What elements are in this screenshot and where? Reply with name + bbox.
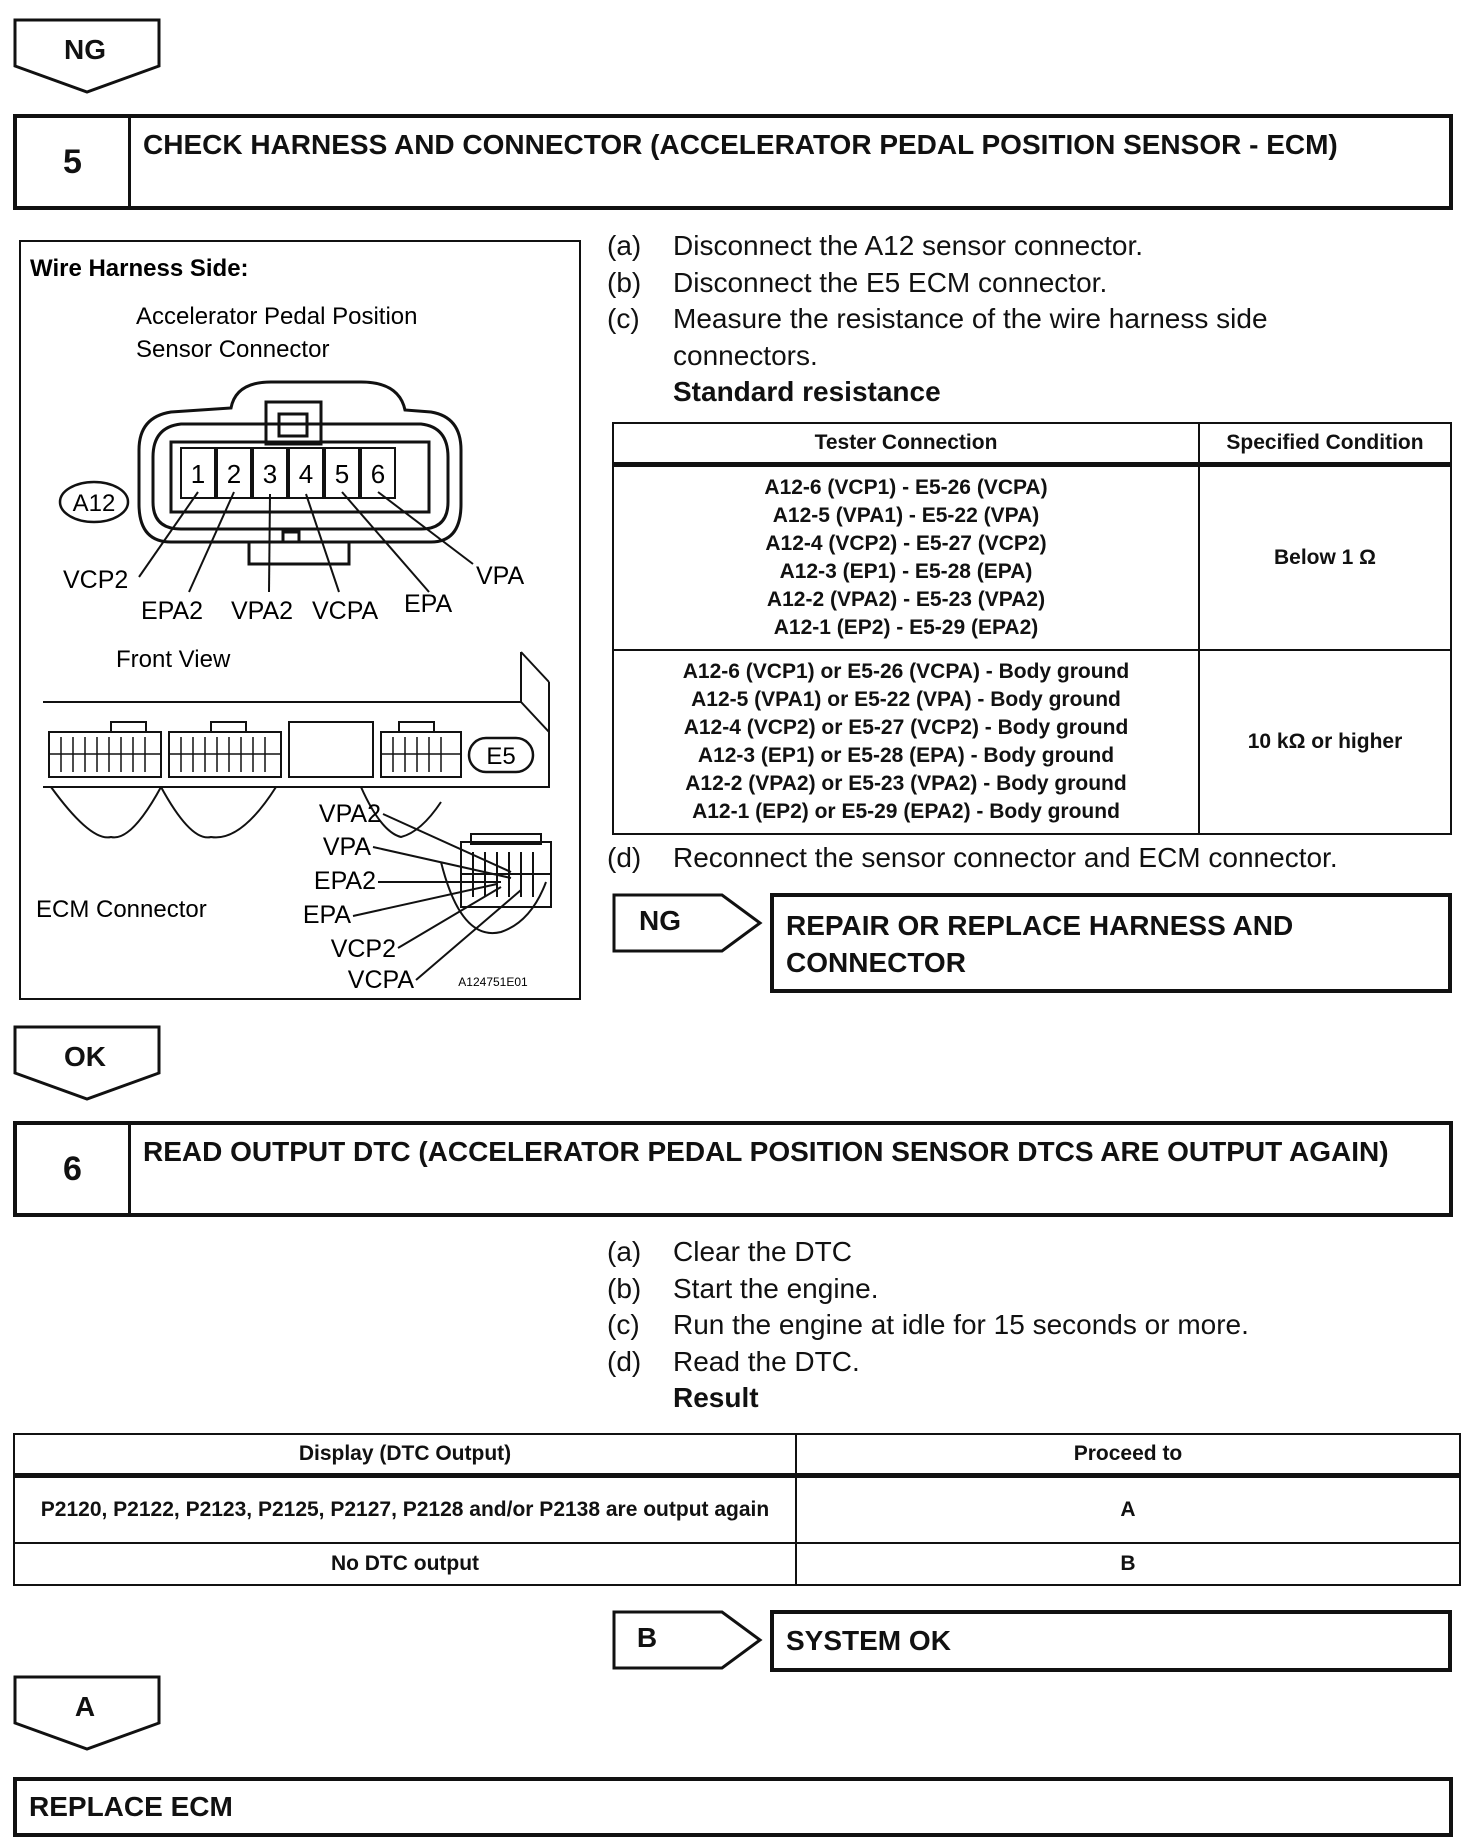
instruction-row xyxy=(607,1344,1427,1381)
instruction-text: Disconnect the A12 sensor connector. xyxy=(673,230,1144,261)
label-vcpa: VCPA xyxy=(312,597,379,625)
ok-flag-label: OK xyxy=(64,1041,106,1072)
b-action xyxy=(612,1610,1452,1674)
instruction-letter: (c) xyxy=(607,1309,640,1340)
table-header: Specified Condition xyxy=(1199,423,1451,465)
ng-flag xyxy=(13,18,161,94)
pin-cells xyxy=(181,448,395,498)
instruction-letter: (b) xyxy=(607,266,642,298)
ok-flag xyxy=(13,1025,161,1101)
step-5-title: CHECK HARNESS AND CONNECTOR (ACCELERATOR PEDAL POSITION SENSOR - ECM) xyxy=(143,129,1338,160)
instruction-row xyxy=(607,228,1407,265)
ecm-label-vcp2: VCP2 xyxy=(330,935,396,963)
pin-2: 2 xyxy=(226,459,242,489)
instruction-letter: (c) xyxy=(607,303,640,334)
step-5-instructions xyxy=(607,228,1407,411)
table-header: Display (DTC Output) xyxy=(14,1434,796,1476)
connection-line: A12-3 (EP1) - E5-28 (EPA) xyxy=(779,560,1033,583)
replace-ecm-box xyxy=(13,1777,1453,1837)
result-label: Result xyxy=(673,1382,759,1413)
table-cell: B xyxy=(796,1543,1460,1585)
instruction-letter: (d) xyxy=(607,1345,642,1377)
a-flag xyxy=(13,1675,161,1751)
instruction-text: Measure the resistance of the wire harness side connectors. xyxy=(673,303,1268,371)
pin-3: 3 xyxy=(262,459,278,489)
instruction-row xyxy=(607,840,1427,877)
step-5-reconnect xyxy=(607,840,1427,877)
instruction-text: Clear the DTC xyxy=(673,1236,852,1267)
table-row xyxy=(14,1543,1460,1585)
connection-line: A12-3 (EP1) or E5-28 (EPA) - Body ground xyxy=(697,744,1115,767)
table-cell: Below 1 Ω xyxy=(1199,465,1451,651)
ecm-label-vpa2: VPA2 xyxy=(318,800,381,828)
connection-line: A12-5 (VPA1) or E5-22 (VPA) - Body ground xyxy=(691,688,1121,711)
pin-1: 1 xyxy=(190,459,206,489)
table-header-row xyxy=(14,1434,1460,1476)
ecm-pin-grid xyxy=(49,737,461,772)
front-view-label: Front View xyxy=(116,646,231,673)
connection-line: A12-1 (EP2) - E5-29 (EPA2) xyxy=(773,616,1039,639)
diagram-heading: Wire Harness Side: xyxy=(30,255,249,282)
step-5-number: 5 xyxy=(17,118,131,206)
connection-line: A12-4 (VCP2) or E5-27 (VCP2) - Body ground xyxy=(683,716,1129,739)
ng-action-tag: NG xyxy=(639,905,681,936)
step-6-number: 6 xyxy=(17,1125,131,1213)
instruction-row xyxy=(607,1307,1427,1344)
connector-title-1: Accelerator Pedal Position xyxy=(136,303,418,330)
e5-label: E5 xyxy=(486,743,516,770)
table-cell: P2120, P2122, P2123, P2125, P2127, P2128 and/or P2138 are output again xyxy=(14,1476,796,1544)
table-header: Tester Connection xyxy=(613,423,1199,465)
instruction-row xyxy=(607,1271,1427,1308)
step-6-header xyxy=(13,1121,1453,1217)
instruction-text: Read the DTC. xyxy=(673,1345,860,1377)
instruction-row xyxy=(607,1234,1427,1271)
ecm-label-vcpa: VCPA xyxy=(347,966,414,994)
instruction-text: Start the engine. xyxy=(673,1272,879,1304)
table-cell xyxy=(613,650,1199,834)
connection-line: A12-1 (EP2) or E5-29 (EPA2) - Body ground xyxy=(692,800,1120,823)
pin-5: 5 xyxy=(334,459,350,489)
connection-line: A12-2 (VPA2) - E5-23 (VPA2) xyxy=(766,588,1046,611)
step-6-title: READ OUTPUT DTC (ACCELERATOR PEDAL POSITION SENSOR DTCS ARE OUTPUT AGAIN) xyxy=(143,1136,1389,1167)
table-header-row xyxy=(613,423,1451,465)
ecm-connector-label: ECM Connector xyxy=(36,896,207,923)
connection-line: A12-4 (VCP2) - E5-27 (VCP2) xyxy=(765,532,1047,555)
label-epa2: EPA2 xyxy=(141,597,204,625)
instruction-letter: (b) xyxy=(607,1272,642,1304)
ecm-label-vpa: VPA xyxy=(322,833,371,861)
ng-action xyxy=(612,893,1452,993)
instruction-letter: (a) xyxy=(607,1236,642,1267)
ng-action-box: REPAIR OR REPLACE HARNESS AND CONNECTOR xyxy=(770,893,1452,993)
pin-4: 4 xyxy=(298,459,314,489)
instruction-row xyxy=(607,301,1407,374)
ng-flag-label: NG xyxy=(64,34,106,65)
table-row xyxy=(613,650,1451,834)
instruction-text: Run the engine at idle for 15 seconds or more. xyxy=(673,1309,1249,1340)
resistance-table xyxy=(612,422,1452,835)
table-header: Proceed to xyxy=(796,1434,1460,1476)
b-action-box: SYSTEM OK xyxy=(770,1610,1452,1672)
table-cell: 10 kΩ or higher xyxy=(1199,650,1451,834)
label-vpa2: VPA2 xyxy=(231,597,294,625)
connection-line: A12-6 (VCP1) - E5-26 (VCPA) xyxy=(764,476,1048,499)
instruction-text: Reconnect the sensor connector and ECM connector. xyxy=(673,842,1338,873)
table-cell xyxy=(613,465,1199,651)
pin-6: 6 xyxy=(370,459,386,489)
label-vcp2: VCP2 xyxy=(63,566,129,594)
wiring-diagram xyxy=(19,240,581,1000)
replace-ecm-text: REPLACE ECM xyxy=(29,1791,233,1822)
label-vpa: VPA xyxy=(476,562,525,590)
table-row xyxy=(14,1476,1460,1544)
ecm-label-epa: EPA xyxy=(302,901,351,929)
standard-resistance-label: Standard resistance xyxy=(673,376,941,407)
connection-line: A12-6 (VCP1) or E5-26 (VCPA) - Body ground xyxy=(682,660,1130,683)
figure-code: A124751E01 xyxy=(458,975,528,989)
a-flag-label: A xyxy=(74,1691,96,1722)
instruction-text: Disconnect the E5 ECM connector. xyxy=(673,266,1108,298)
instruction-letter: (a) xyxy=(607,230,642,261)
instruction-letter: (d) xyxy=(607,842,642,873)
b-action-tag: B xyxy=(636,1622,658,1653)
connector-title-2: Sensor Connector xyxy=(136,336,330,363)
result-table xyxy=(13,1433,1461,1586)
table-cell: No DTC output xyxy=(14,1543,796,1585)
connection-line: A12-5 (VPA1) - E5-22 (VPA) xyxy=(772,504,1040,527)
instruction-row xyxy=(607,265,1407,302)
connection-line: A12-2 (VPA2) or E5-23 (VPA2) - Body ground xyxy=(685,772,1127,795)
a12-label: A12 xyxy=(72,490,116,517)
label-epa: EPA xyxy=(404,590,453,618)
table-cell: A xyxy=(796,1476,1460,1544)
step-6-instructions xyxy=(607,1234,1427,1417)
step-5-header xyxy=(13,114,1453,210)
table-row xyxy=(613,465,1451,651)
ecm-label-epa2: EPA2 xyxy=(313,867,376,895)
